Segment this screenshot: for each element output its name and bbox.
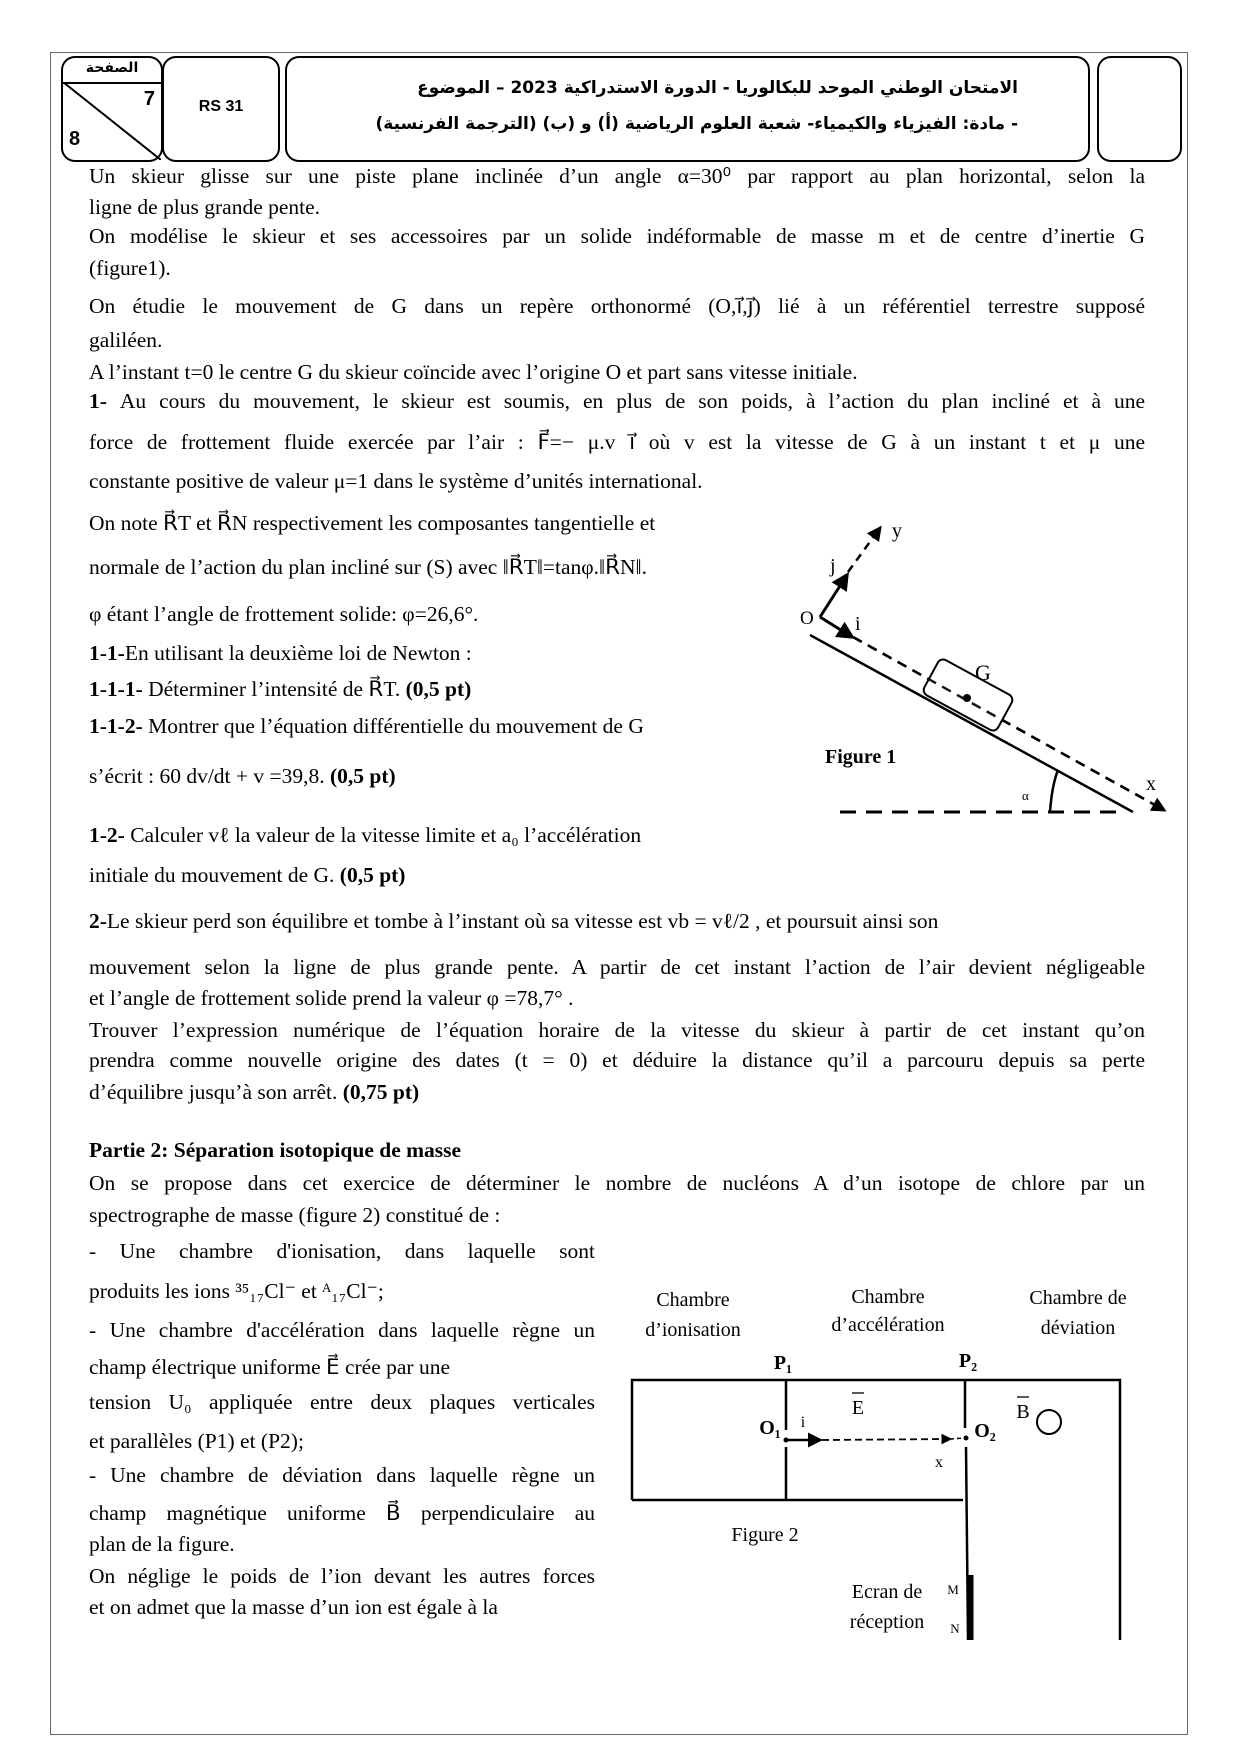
- line-text: A l’instant t=0 le centre G du skieur coïncide avec l’origine O et part sans vitesse initiale.: [89, 360, 858, 384]
- page-current: 7: [143, 88, 155, 110]
- label-i: i: [800, 1414, 806, 1431]
- line-text: - Une chambre d'ionisation, dans laquelle sont: [89, 1239, 595, 1263]
- points-value: (0,75 pt): [342, 1080, 420, 1104]
- line-text: tension U₀ appliquée entre deux plaques verticales: [89, 1390, 595, 1414]
- points-value: (0,5 pt): [339, 863, 406, 887]
- field-b-out-of-plane-icon: [1037, 1410, 1061, 1434]
- figure-1-caption: Figure 1: [825, 746, 897, 768]
- line-text: Déterminer l’intensité de R⃗T.: [148, 677, 406, 701]
- line-text: force de frottement fluide exercée par l’air : F⃗=− μ.v i⃗ où v est la vitesse de G à un instant t et μ une: [89, 430, 1145, 454]
- line-text: d’équilibre jusqu’à son arrêt.: [89, 1080, 343, 1104]
- question-number: 1-2-: [89, 823, 131, 847]
- label-o2: O₂: [974, 1420, 996, 1442]
- line-text: En utilisant la deuxième loi de Newton :: [124, 641, 472, 665]
- ionisation-label-1: Chambre: [656, 1289, 730, 1311]
- line-text: prendra comme nouvelle origine des dates (t = 0) et déduire la distance qu’il a parcouru depuis sa perte: [89, 1048, 1145, 1072]
- label-p1: P₁: [773, 1352, 793, 1374]
- acceleration-label-2: d’accélération: [831, 1314, 945, 1336]
- line-text: On se propose dans cet exercice de déterminer le nombre de nucléons A d’un isotope de chlore par un: [89, 1171, 1145, 1195]
- axis-x: [822, 1439, 950, 1440]
- line-text: On note R⃗T et R⃗N respectivement les composantes tangentielle et: [89, 511, 656, 535]
- line-text: mouvement selon la ligne de plus grande pente. A partir de cet instant l’action de l’air devient négligeable: [89, 955, 1145, 979]
- label-e: E: [851, 1397, 865, 1419]
- label-alpha: α: [1022, 788, 1029, 803]
- line-text: champ magnétique uniforme B⃗ perpendiculaire au: [89, 1501, 595, 1525]
- label-j: j: [830, 555, 836, 577]
- question-number: 2-: [89, 909, 107, 933]
- line-text: φ étant l’angle de frottement solide: φ=26,6°.: [89, 602, 479, 626]
- line-text: et on admet que la masse d’un ion est égale à la: [89, 1595, 498, 1619]
- line-text: galiléen.: [89, 328, 163, 352]
- points-value: (0,5 pt): [405, 677, 472, 701]
- line-text: Au cours du mouvement, le skieur est soumis, en plus de son poids, à l’action du plan incliné et à une: [119, 389, 1145, 413]
- deviation-label-1: Chambre de: [1029, 1287, 1127, 1309]
- line-text: On néglige le poids de l’ion devant les autres forces: [89, 1564, 595, 1588]
- line-text: spectrographe de masse (figure 2) constitué de :: [89, 1203, 501, 1227]
- line-text: Trouver l’expression numérique de l’équation horaire de la vitesse du skieur à partir de cet instant qu’on: [89, 1018, 1145, 1042]
- exam-code: RS 31: [198, 98, 244, 115]
- page-label: الصفحة: [85, 60, 139, 76]
- line-text: s’écrit : 60 dv/dt + v =39,8.: [89, 764, 331, 788]
- label-m: M: [947, 1582, 959, 1597]
- title-line-1: الامتحان الوطني الموحد للبكالوريا - الدورة الاستدراكية 2023 – الموضوع: [417, 78, 1018, 98]
- line-text: Le skieur perd son équilibre et tombe à l’instant où sa vitesse est vb = vℓ/2 , et poursuit ainsi son: [106, 909, 939, 933]
- line-text: Montrer que l’équation différentielle du mouvement de G: [148, 714, 644, 738]
- line-text: Un skieur glisse sur une piste plane inclinée d’un angle α=30⁰ par rapport au plan horizontal, selon la: [89, 164, 1145, 188]
- line-text: constante positive de valeur μ=1 dans le système d’unités international.: [89, 469, 703, 493]
- label-x: x: [935, 1454, 943, 1471]
- line-text: et l’angle de frottement solide prend la valeur φ =78,7° .: [89, 986, 574, 1010]
- line-text: On modélise le skieur et ses accessoires par un solide indéformable de masse m et de centre d’inertie G: [89, 224, 1145, 248]
- line-text: normale de l’action du plan incliné sur (S) avec ‖R⃗T‖=tanφ.‖R⃗N‖.: [89, 555, 647, 579]
- question-number: 1-: [89, 389, 120, 413]
- label-b: B: [1016, 1401, 1030, 1423]
- label-n: N: [950, 1621, 960, 1636]
- line-text: On étudie le mouvement de G dans un repère orthonormé (O,i⃗,j⃗) lié à un référentiel terrestre supposé: [89, 294, 1145, 318]
- line-text: - Une chambre de déviation dans laquelle règne un: [89, 1463, 595, 1487]
- deviation-label-2: déviation: [1040, 1317, 1116, 1339]
- question-number: Partie 2: Séparation isotopique de masse: [89, 1138, 462, 1162]
- label-o: O: [800, 608, 814, 629]
- line-text: et parallèles (P1) et (P2);: [89, 1429, 304, 1453]
- line-text: produits les ions ³⁵₁₇Cl⁻ et ᴬ₁₇Cl⁻;: [89, 1279, 384, 1303]
- figure-2-caption: Figure 2: [731, 1524, 799, 1546]
- line-text: ligne de plus grande pente.: [89, 195, 321, 219]
- line-text: Calculer vℓ la valeur de la vitesse limite et a₀ l’accélération: [130, 823, 642, 847]
- screen-label-1: Ecran de: [851, 1581, 923, 1603]
- point-o2: [964, 1436, 969, 1441]
- question-number: 1-1-2-: [89, 714, 149, 738]
- ionisation-label-2: d’ionisation: [645, 1319, 741, 1341]
- line-text: - Une chambre d'accélération dans laquelle règne un: [89, 1318, 595, 1342]
- question-number: 1-1-: [89, 641, 125, 665]
- label-i: i: [855, 613, 861, 635]
- points-value: (0,5 pt): [330, 764, 396, 788]
- acceleration-label-1: Chambre: [851, 1286, 925, 1308]
- line-text: (figure1).: [89, 256, 171, 280]
- screen-label-2: réception: [849, 1611, 925, 1633]
- title-line-2: - مادة: الفيزياء والكيمياء- شعبة العلوم الرياضية (أ) و (ب) (الترجمة الفرنسية): [375, 114, 1018, 134]
- page-total: 8: [69, 128, 81, 150]
- line-text: champ électrique uniforme E⃗ crée par une: [89, 1355, 450, 1379]
- label-o1: O₁: [759, 1417, 781, 1439]
- label-y: y: [892, 520, 902, 542]
- line-text: initiale du mouvement de G.: [89, 863, 340, 887]
- label-p2: P₂: [958, 1350, 978, 1372]
- label-x: x: [1146, 773, 1156, 795]
- question-number: 1-1-1-: [89, 677, 149, 701]
- line-text: plan de la figure.: [89, 1532, 235, 1556]
- label-g: G: [975, 660, 991, 685]
